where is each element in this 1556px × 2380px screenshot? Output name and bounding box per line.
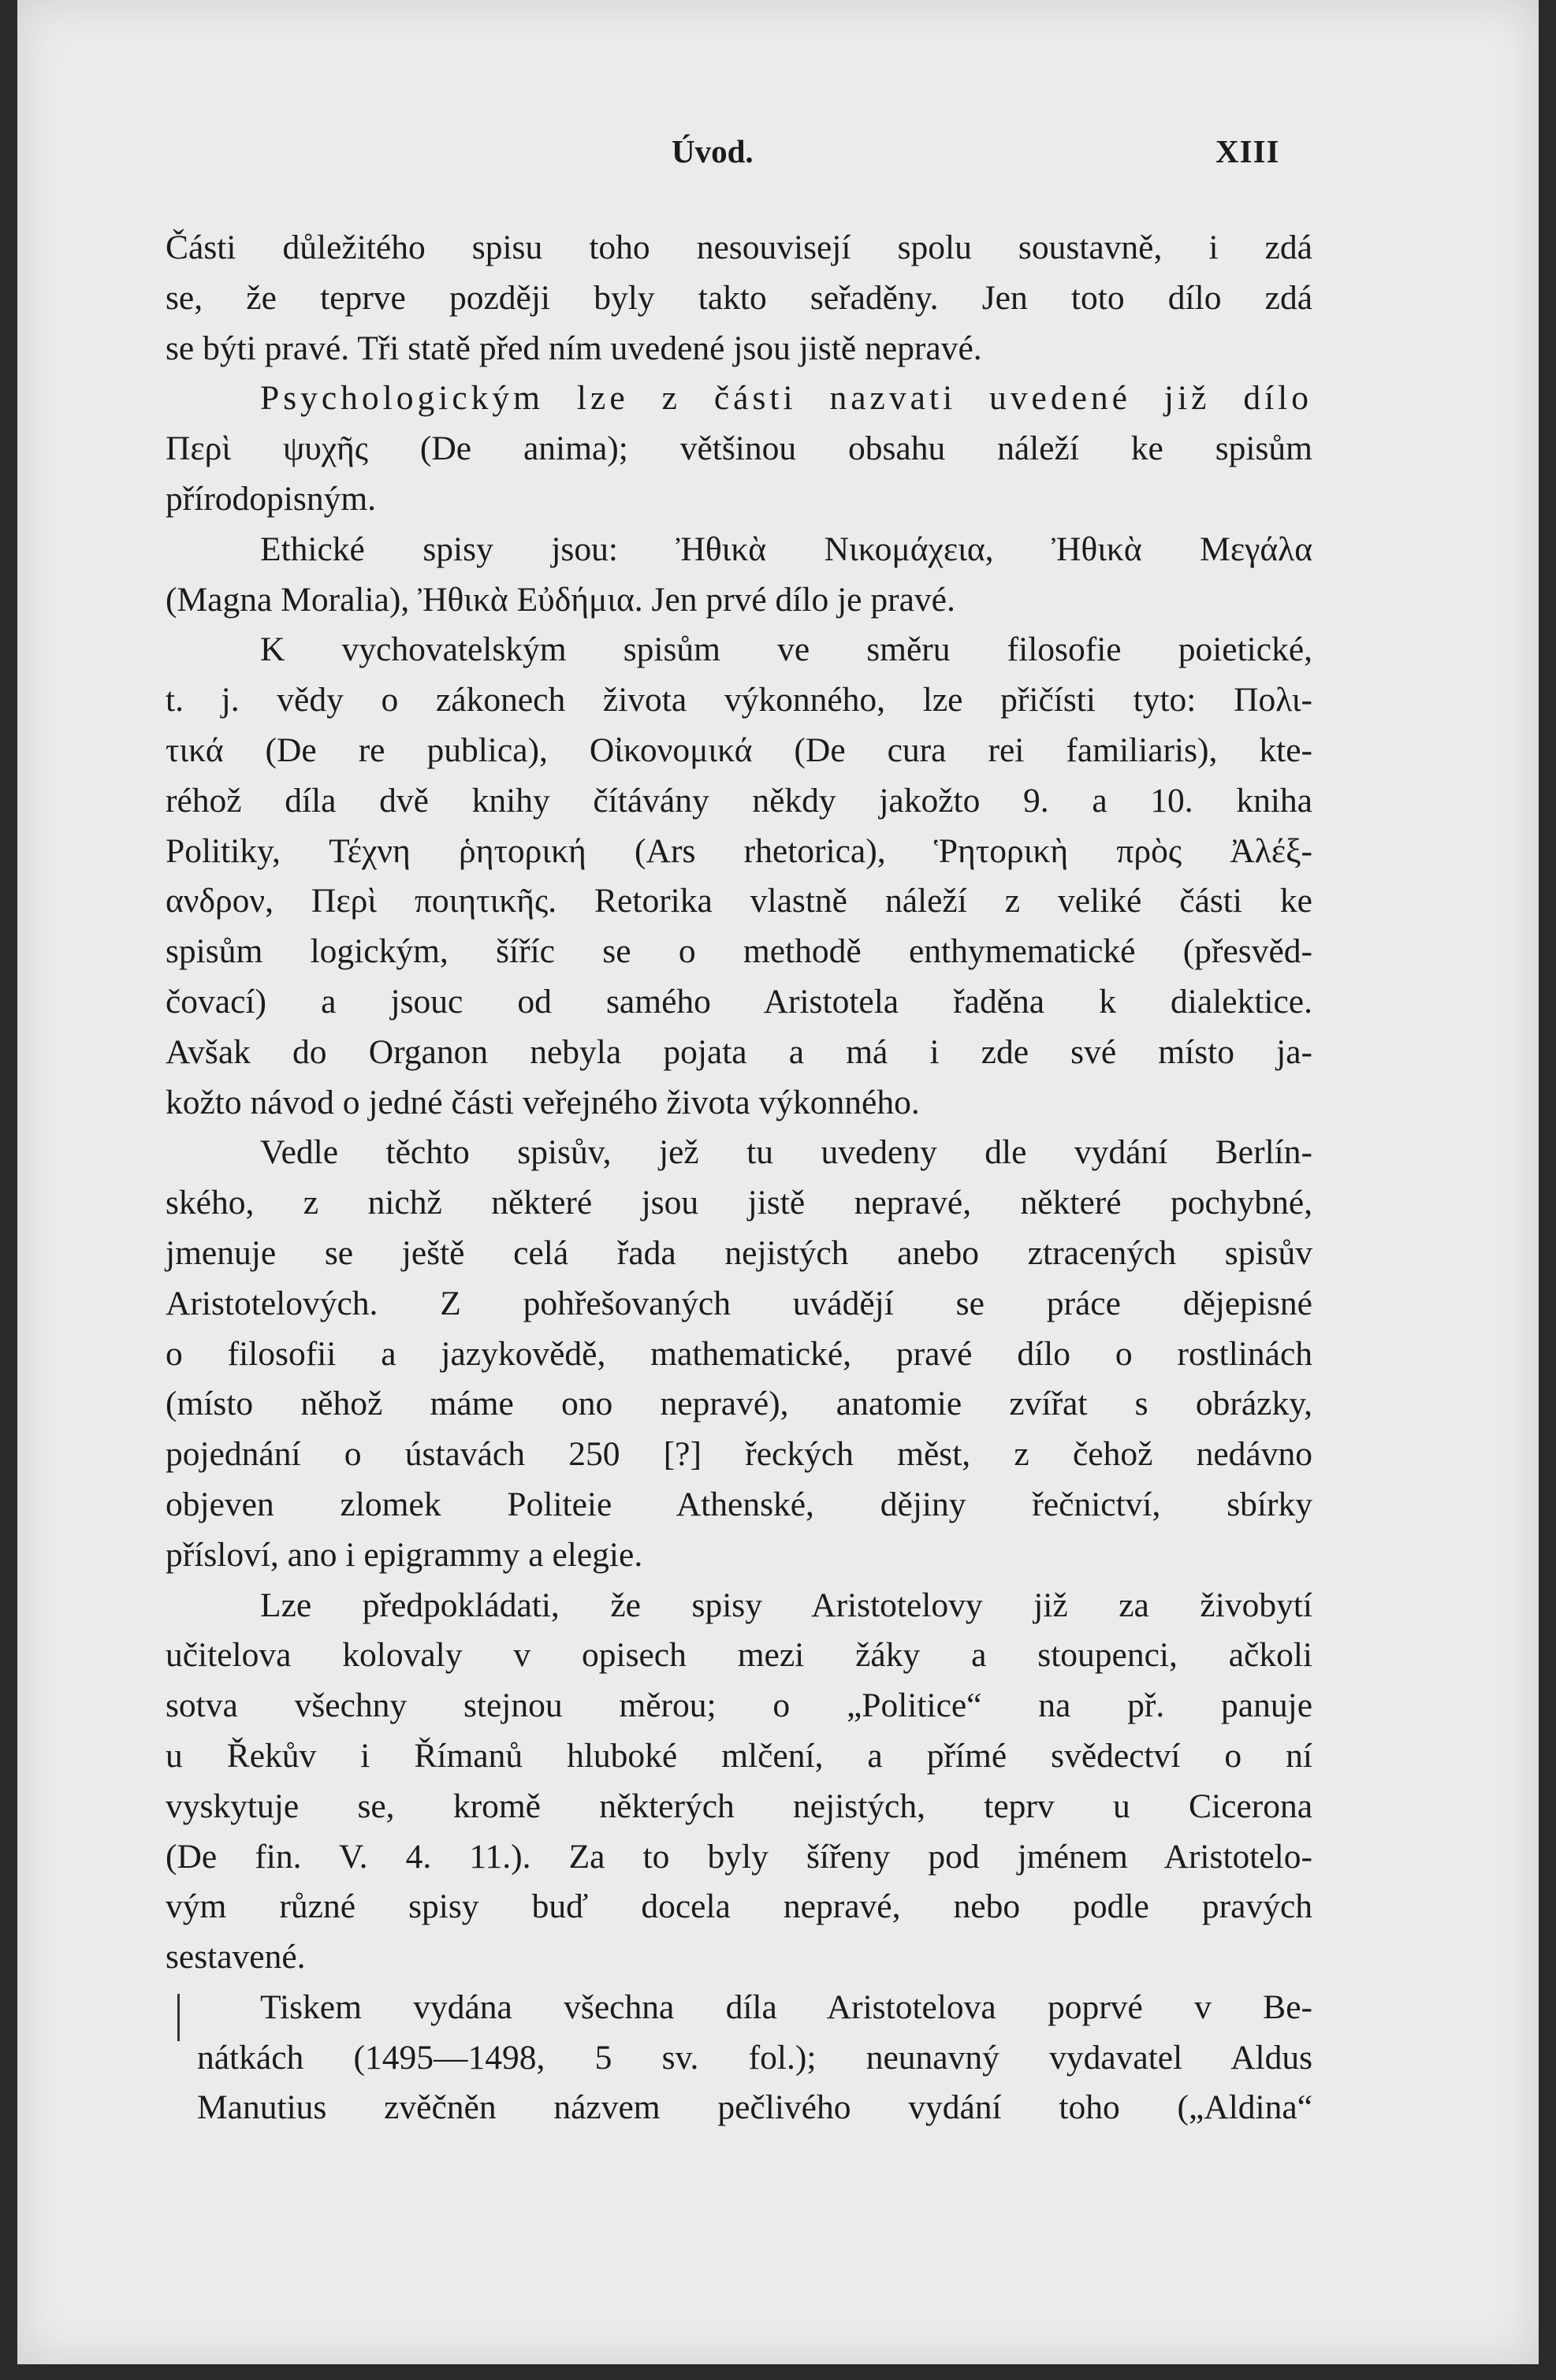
text-line: o filosofii a jazykovědě, mathematické, pravé dílo o rostlinách <box>166 1334 1312 1373</box>
text-line: (místo něhož máme ono nepravé), anatomie zvířat s obrázky, <box>166 1385 1312 1423</box>
text-line: se býti pravé. Tři statě před ním uvedené jsou jistě nepravé. <box>166 329 982 367</box>
text-line: K vychovatelským spisům ve směru filosofie poietické, <box>260 630 1312 669</box>
page-number: XIII <box>1215 133 1280 169</box>
text-line: kožto návod o jedné části veřejného života výkonného. <box>166 1083 920 1121</box>
text-line: Politiky, Τέχνη ῥητορική (Ars rhetorica), Ῥητορικὴ πρὸς Ἀλέξ- <box>166 831 1312 870</box>
text-line: přírodopisným. <box>166 479 377 518</box>
text-line: (Magna Moralia), Ἠθικὰ Εὐδήμια. Jen prvé dílo je pravé. <box>166 580 955 619</box>
text-line: Aristotelových. Z pohřešovaných uvádějí se práce dějepisné <box>166 1284 1312 1322</box>
text-line: sestavené. <box>166 1938 306 1977</box>
page-header <box>17 132 1539 180</box>
book-page <box>17 0 1539 2364</box>
text-line: se, že teprve později byly takto seřaděny. Jen toto dílo zdá <box>166 278 1312 317</box>
text-line: Ethické spisy jsou: Ἠθικὰ Νικομάχεια, Ἠθικὰ Μεγάλα <box>260 530 1312 568</box>
text-line: nátkách (1495—1498, 5 sv. fol.); neunavný vydavatel Aldus <box>197 2038 1312 2077</box>
text-line: Lze předpokládati, že spisy Aristotelovy již za živobytí <box>260 1586 1312 1624</box>
text-line: pojednání o ústavách 250 [?] řeckých měst, z čehož nedávno <box>166 1435 1312 1474</box>
text-line: Tiskem vydána všechna díla Aristotelova poprvé v Be- <box>260 1988 1312 2026</box>
text-line: učitelova kolovaly v opisech mezi žáky a stoupenci, ačkoli <box>166 1636 1312 1675</box>
running-title: Úvod. <box>672 133 754 169</box>
text-line: přísloví, ano i epigrammy a elegie. <box>166 1535 643 1574</box>
text-line: u Řekův i Římanů hluboké mlčení, a přímé svědectví o ní <box>166 1736 1312 1775</box>
text-line: t. j. vědy o zákonech života výkonného, lze přičísti tyto: Πολι- <box>166 681 1312 720</box>
text-line: čovací) a jsouc od samého Aristotela řaděna k dialektice. <box>166 982 1312 1021</box>
text-line: spisům logickým, šíříc se o methodě enthymematické (přesvěd- <box>166 932 1312 971</box>
text-line: sotva všechny stejnou měrou; o „Politice“ na př. panuje <box>166 1686 1312 1725</box>
text-line: Περὶ ψυχῆς (De anima); většinou obsahu náleží ke spisům <box>166 430 1312 468</box>
text-line: Avšak do Organon nebyla pojata a má i zde své místo ja- <box>166 1032 1312 1071</box>
text-line: Manutius zvěčněn názvem pečlivého vydání toho („Aldina“ <box>197 2088 1312 2127</box>
text-line: jmenuje se ještě celá řada nejistých anebo ztracených spisův <box>166 1233 1312 1272</box>
text-line: réhož díla dvě knihy čítávány někdy jakožto 9. a 10. kniha <box>166 781 1312 820</box>
text-line: (De fin. V. 4. 11.). Za to byly šířeny pod jménem Aristotelo- <box>166 1837 1312 1876</box>
text-line: Vedle těchto spisův, jež tu uvedeny dle vydání Berlín- <box>260 1133 1312 1172</box>
text-line: vým různé spisy buď docela nepravé, nebo podle pravých <box>166 1887 1312 1926</box>
text-line: τικά (De re publica), Οἰκονομικά (De cura rei familiaris), kte- <box>166 731 1312 769</box>
text-line: ανδρον, Περὶ ποιητικῆς. Retorika vlastně náleží z veliké části ke <box>166 882 1312 920</box>
body-text <box>166 223 1312 2133</box>
text-line: Části důležitého spisu toho nesouvisejí spolu soustavně, i zdá <box>166 229 1312 266</box>
text-line: Psychologickým lze z části nazvati uvedené již dílo <box>260 379 1312 418</box>
text-line: objeven zlomek Politeie Athenské, dějiny řečnictví, sbírky <box>166 1485 1312 1523</box>
text-line: ského, z nichž některé jsou jistě nepravé, některé pochybné, <box>166 1184 1312 1222</box>
text-line: vyskytuje se, kromě některých nejistých, teprv u Cicerona <box>166 1787 1312 1825</box>
